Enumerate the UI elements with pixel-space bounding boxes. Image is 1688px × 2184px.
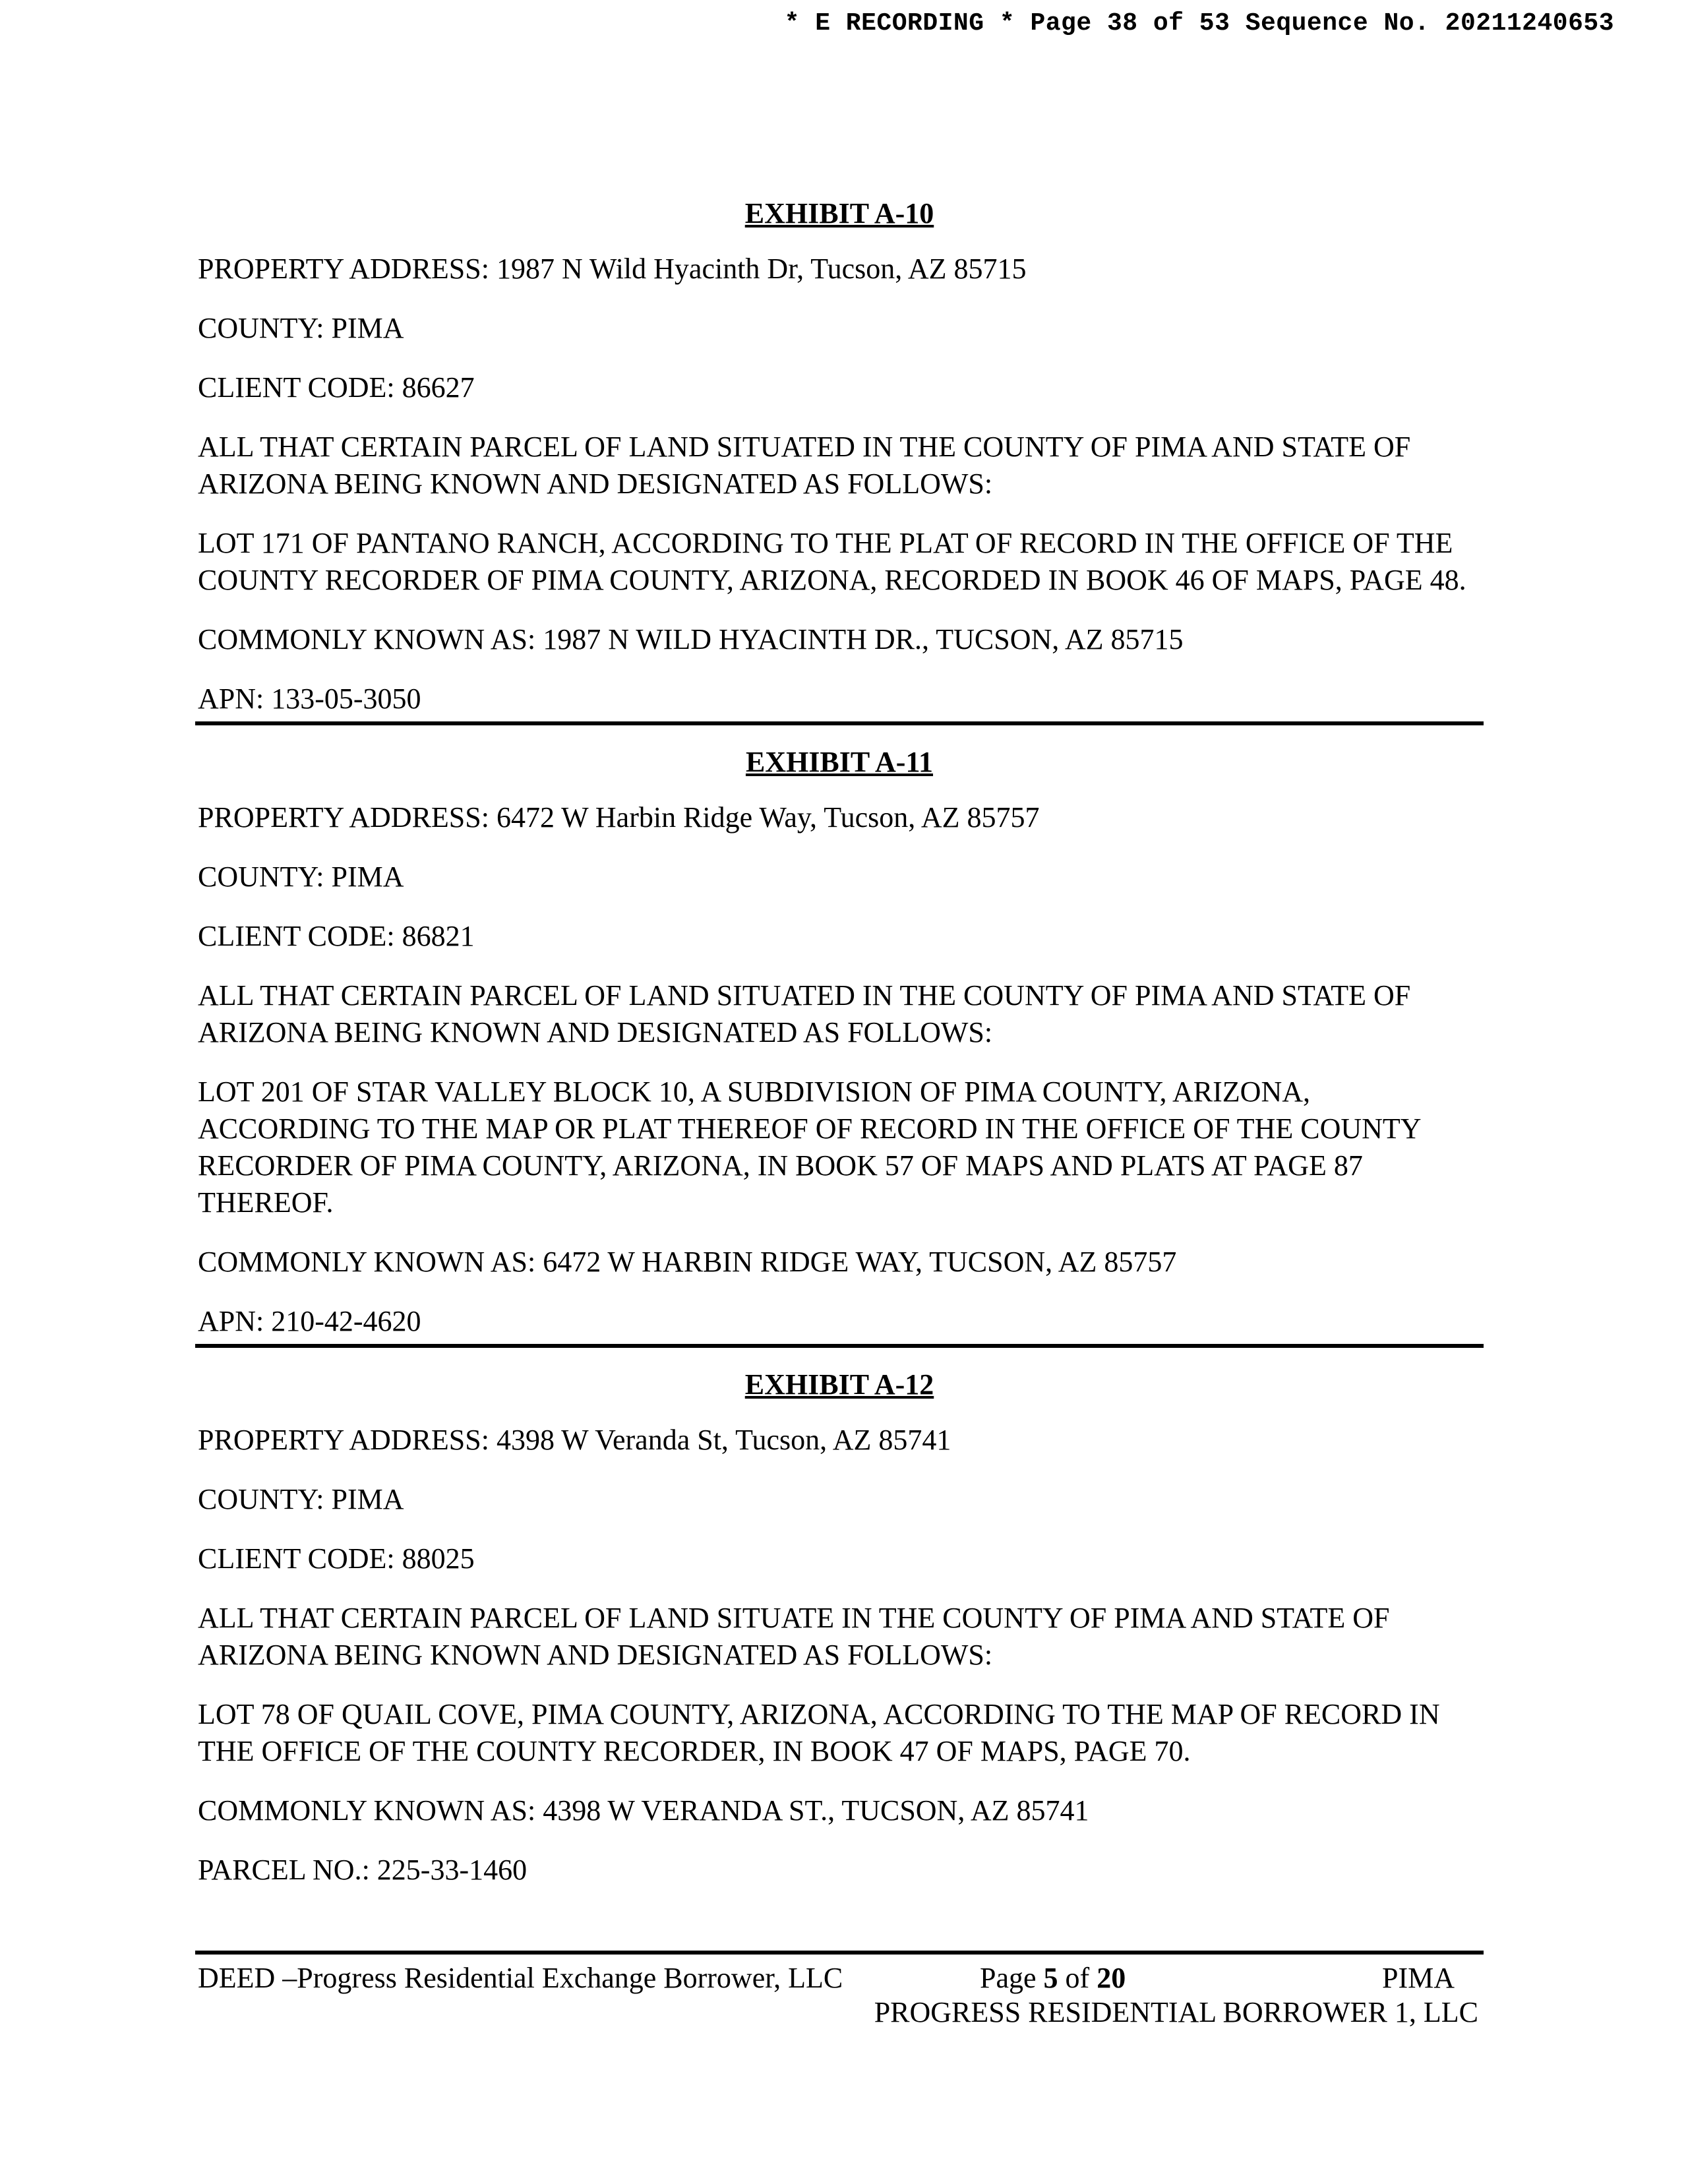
recording-header: * E RECORDING * Page 38 of 53 Sequence No. 20211240653 (784, 9, 1614, 38)
exhibit-a-10 (195, 195, 1484, 725)
commonly-known-as: COMMONLY KNOWN AS: 6472 W HARBIN RIDGE WAY, TUCSON, AZ 85757 (198, 1246, 1177, 1278)
exhibit-title: EXHIBIT A-12 (744, 1368, 934, 1401)
property-address: PROPERTY ADDRESS: 6472 W Harbin Ridge Way, Tucson, AZ 85757 (198, 801, 1040, 834)
property-address: PROPERTY ADDRESS: 4398 W Veranda St, Tucson, AZ 85741 (198, 1424, 951, 1456)
property-address: PROPERTY ADDRESS: 1987 N Wild Hyacinth Dr, Tucson, AZ 85715 (198, 253, 1027, 285)
page-current: 5 (1043, 1962, 1058, 1994)
page-footer (195, 1951, 1484, 2028)
parcel-number: APN: 210-42-4620 (198, 1305, 421, 1337)
legal-description: LOT 78 OF QUAIL COVE, PIMA COUNTY, ARIZONA, ACCORDING TO THE MAP OF RECORD IN THE OFFICE OF THE COUNTY RECORDER, IN BOOK 47 OF MAPS, PAGE 70. (198, 1698, 1440, 1767)
commonly-known-as: COMMONLY KNOWN AS: 4398 W VERANDA ST., TUCSON, AZ 85741 (198, 1794, 1089, 1827)
footer-borrower: PROGRESS RESIDENTIAL BORROWER 1, LLC (874, 1996, 1478, 2028)
section-divider (195, 1344, 1484, 1348)
parcel-intro: ALL THAT CERTAIN PARCEL OF LAND SITUATED IN THE COUNTY OF PIMA AND STATE OF ARIZONA BEING KNOWN AND DESIGNATED AS FOLLOWS: (198, 431, 1411, 500)
client-code: CLIENT CODE: 88025 (198, 1542, 475, 1575)
county: COUNTY: PIMA (198, 1483, 404, 1515)
legal-description: LOT 171 OF PANTANO RANCH, ACCORDING TO THE PLAT OF RECORD IN THE OFFICE OF THE COUNTY RECORDER OF PIMA COUNTY, ARIZONA, RECORDED IN BOOK 46 OF MAPS, PAGE 48. (198, 527, 1466, 596)
exhibit-title: EXHIBIT A-10 (744, 197, 934, 229)
exhibit-a-12 (195, 1366, 1484, 1889)
parcel-number: APN: 133-05-3050 (198, 682, 421, 715)
parcel-intro: ALL THAT CERTAIN PARCEL OF LAND SITUATED IN THE COUNTY OF PIMA AND STATE OF ARIZONA BEING KNOWN AND DESIGNATED AS FOLLOWS: (198, 979, 1411, 1048)
page-of: of (1058, 1962, 1097, 1994)
page-total: 20 (1097, 1962, 1126, 1994)
footer-deed-label: DEED –Progress Residential Exchange Borrower, LLC (198, 1962, 843, 1994)
exhibit-a-11 (195, 744, 1484, 1348)
exhibit-title: EXHIBIT A-11 (745, 746, 934, 778)
section-divider (195, 721, 1484, 725)
document-body (195, 195, 1484, 1889)
footer-county: PIMA (1381, 1962, 1455, 1994)
client-code: CLIENT CODE: 86821 (198, 920, 475, 952)
county: COUNTY: PIMA (198, 312, 404, 344)
footer-row (195, 1955, 1484, 1994)
parcel-number: PARCEL NO.: 225-33-1460 (198, 1854, 528, 1886)
footer-page-number (980, 1961, 1126, 1995)
parcel-intro: ALL THAT CERTAIN PARCEL OF LAND SITUATE IN THE COUNTY OF PIMA AND STATE OF ARIZONA BEING KNOWN AND DESIGNATED AS FOLLOWS: (198, 1602, 1390, 1671)
county: COUNTY: PIMA (198, 861, 404, 893)
legal-description: LOT 201 OF STAR VALLEY BLOCK 10, A SUBDIVISION OF PIMA COUNTY, ARIZONA, ACCORDING TO THE MAP OR PLAT THEREOF OF RECORD IN THE OFFICE OF THE COUNTY RECORDER OF PIMA COUNTY, ARIZONA, IN BOOK 57 OF MAPS AND PLATS AT PAGE 87 THEREOF. (198, 1076, 1420, 1219)
commonly-known-as: COMMONLY KNOWN AS: 1987 N WILD HYACINTH DR., TUCSON, AZ 85715 (198, 623, 1184, 655)
page-prefix: Page (980, 1962, 1044, 1994)
client-code: CLIENT CODE: 86627 (198, 371, 475, 404)
